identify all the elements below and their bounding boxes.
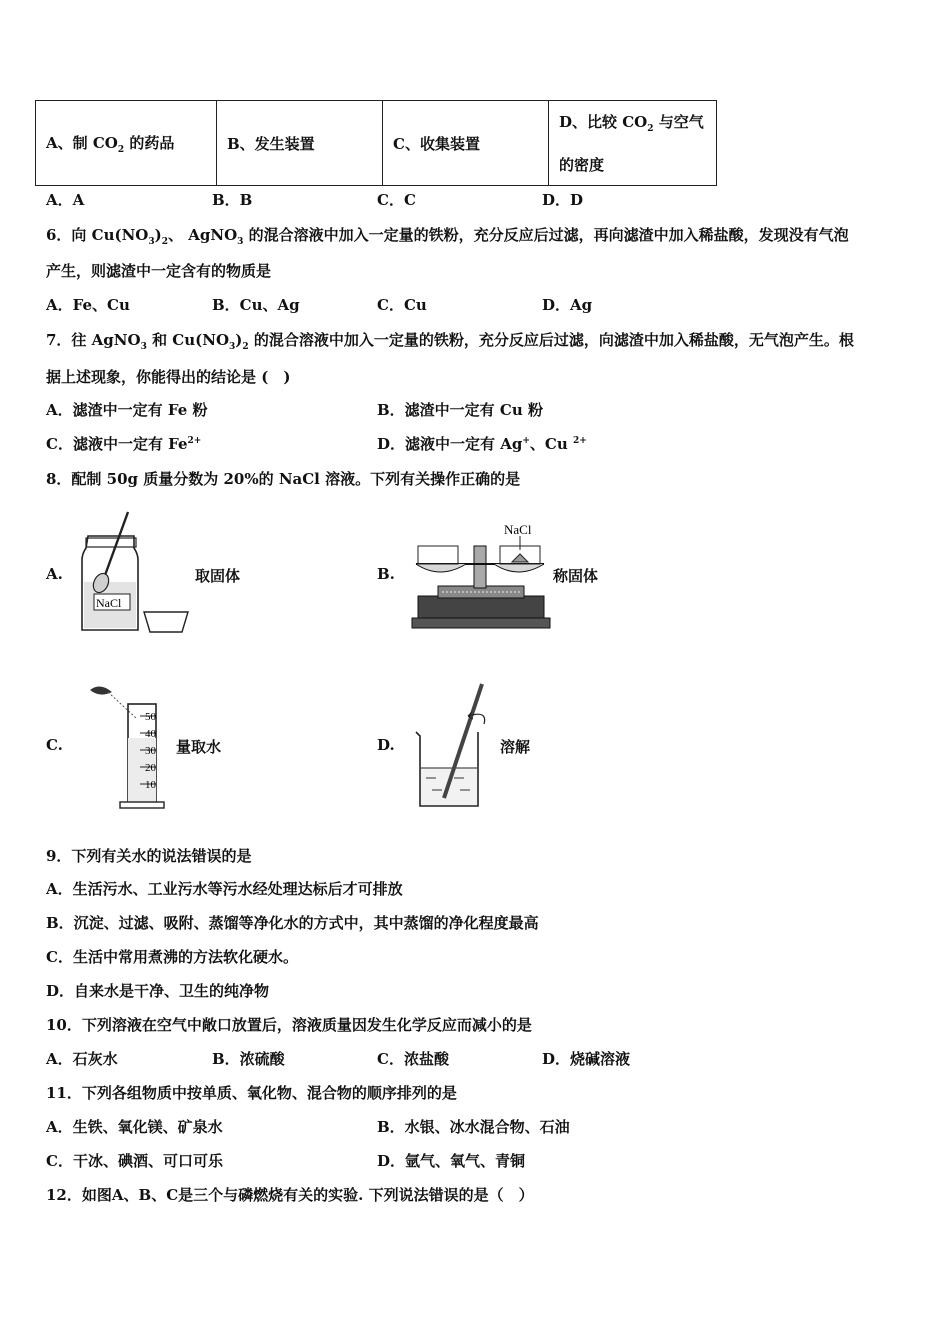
q7-option-c: C．滤液中一定有 $Fe^{2+}$ — [46, 435, 202, 453]
q5-option-b: B．B — [212, 191, 253, 209]
q6-option-c: C．Cu — [377, 296, 427, 314]
q7-option-a: A．滤渣中一定有 Fe 粉 — [46, 401, 208, 419]
q8-option-b-caption: 称固体 — [553, 567, 599, 585]
graduated-cylinder-figure — [86, 678, 186, 814]
beaker-dissolve-figure — [410, 680, 500, 812]
cylinder-tick-label: 20 — [145, 762, 156, 774]
table-cell-d: D、比较 $CO_2$ 与空气的密度 — [549, 101, 717, 186]
nacl-jar-spoon-figure — [78, 508, 198, 640]
q5-option-a: A．A — [46, 191, 85, 209]
q10-option-d: D．烧碱溶液 — [542, 1050, 631, 1068]
q11-stem: 11．下列各组物质中按单质、氧化物、混合物的顺序排列的是 — [46, 1084, 457, 1102]
q9-option-d: D．自来水是干净、卫生的纯净物 — [46, 982, 270, 1000]
q10-option-c: C．浓盐酸 — [377, 1050, 449, 1068]
cylinder-tick-label: 30 — [145, 745, 156, 757]
q8-option-d-caption: 溶解 — [500, 738, 531, 756]
q8-option-c-letter: C. — [46, 736, 63, 754]
q7-stem-line2: 据上述现象，你能得出的结论是 ( ) — [46, 368, 291, 386]
q10-stem: 10．下列溶液在空气中敞口放置后，溶液质量因发生化学反应而减小的是 — [46, 1016, 532, 1034]
q9-stem: 9．下列有关水的说法错误的是 — [46, 847, 252, 865]
q8-option-a-letter: A. — [46, 565, 63, 583]
q5-option-d: D．D — [542, 191, 584, 209]
q6-option-d: D．Ag — [542, 296, 593, 314]
q10-option-b: B．浓硫酸 — [212, 1050, 285, 1068]
q10-option-a: A．石灰水 — [46, 1050, 118, 1068]
q9-option-b: B．沉淀、过滤、吸附、蒸馏等净化水的方式中，其中蒸馏的净化程度最高 — [46, 914, 539, 932]
q8-option-b-letter: B. — [377, 565, 395, 583]
q8-stem: 8．配制 50g 质量分数为 20%的 NaCl 溶液。下列有关操作正确的是 — [46, 470, 521, 488]
balance-scale-figure — [408, 518, 553, 633]
q11-option-b: B．水银、冰水混合物、石油 — [377, 1118, 570, 1136]
q11-option-d: D．氩气、氧气、青铜 — [377, 1152, 526, 1170]
options-table — [35, 100, 717, 186]
q6-option-a: A．Fe、Cu — [46, 296, 130, 314]
table-cell-c: C、收集装置 — [383, 101, 549, 186]
q12-stem: 12．如图A、B、C是三个与磷燃烧有关的实验. 下列说法错误的是（ ） — [46, 1186, 534, 1204]
cylinder-tick-label: 10 — [145, 779, 156, 791]
cylinder-tick-label: 50 — [145, 711, 156, 723]
nacl-jar-label: NaCl — [96, 596, 122, 610]
q8-option-d-letter: D. — [377, 736, 395, 754]
q9-option-c: C．生活中常用煮沸的方法软化硬水。 — [46, 948, 298, 966]
q8-option-a-caption: 取固体 — [195, 567, 241, 585]
q8-option-c-caption: 量取水 — [176, 738, 222, 756]
q7-option-d: D．滤液中一定有 Ag+、Cu $^{2+}$ — [377, 435, 587, 453]
q6-stem-line2: 产生，则滤渣中一定含有的物质是 — [46, 262, 272, 280]
q6-option-b: B．Cu、Ag — [212, 296, 300, 314]
q5-option-c: C．C — [377, 191, 416, 209]
q7-option-b: B．滤渣中一定有 Cu 粉 — [377, 401, 543, 419]
nacl-pan-label: NaCl — [504, 522, 532, 537]
q9-option-a: A．生活污水、工业污水等污水经处理达标后才可排放 — [46, 880, 403, 898]
q7-stem-line1: 7．往 AgNO$_3$ 和 $Cu(NO_3)_2$ 的混合溶液中加入一定量的铁粉，充分反应后过滤，向滤渣中加入稀盐酸，无气泡产生。根 — [46, 331, 854, 352]
q11-option-c: C．干冰、碘酒、可口可乐 — [46, 1152, 223, 1170]
cylinder-tick-label: 40 — [145, 728, 156, 740]
table-cell-a: A、制 $CO_2$ 的药品 — [36, 101, 217, 186]
table-cell-b: B、发生装置 — [217, 101, 383, 186]
q11-option-a: A．生铁、氧化镁、矿泉水 — [46, 1118, 223, 1136]
q6-stem-line1: 6．向 $Cu(NO_3)_2$、 AgNO$_3$ 的混合溶液中加入一定量的铁粉，充分反应后过滤，再向滤渣中加入稀盐酸，发现没有气泡 — [46, 226, 849, 247]
